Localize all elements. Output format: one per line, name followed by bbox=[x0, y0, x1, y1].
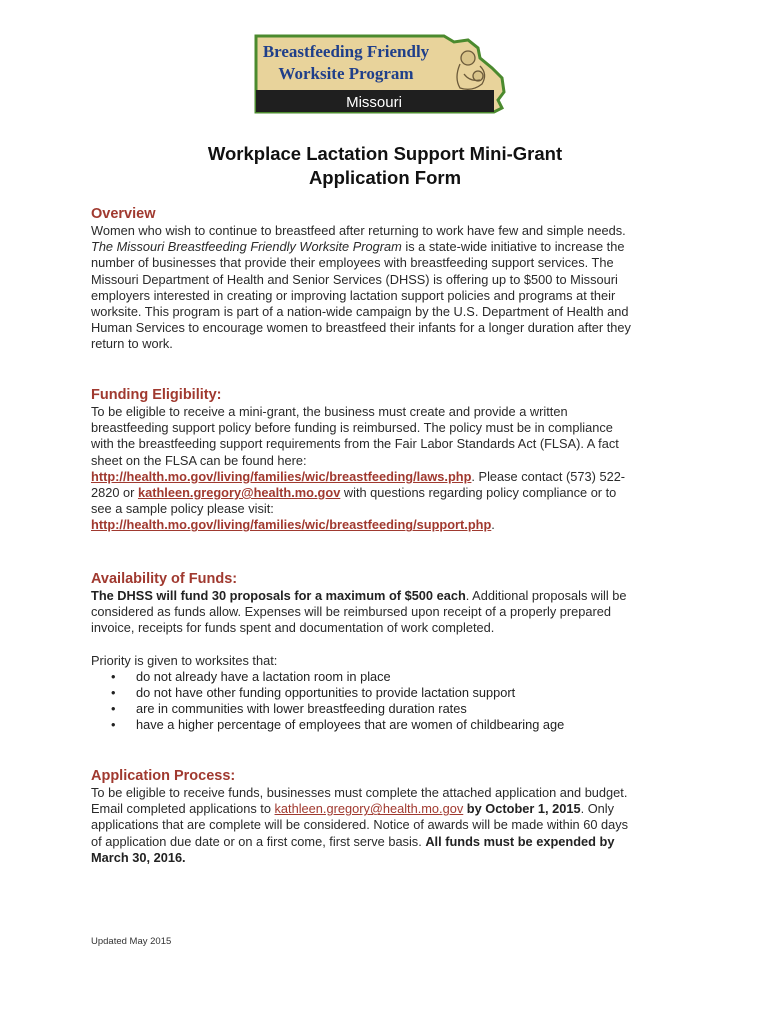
page-title-line-2: Application Form bbox=[308, 167, 462, 188]
spacer bbox=[91, 637, 691, 653]
list-item bbox=[91, 669, 691, 685]
list-item bbox=[91, 717, 691, 733]
text-line bbox=[91, 239, 691, 255]
text-line: Human Services to encourage women to breastfeed their infants for a longer duration after they bbox=[91, 320, 631, 336]
overview-section bbox=[91, 205, 691, 353]
program-name: The Missouri Breastfeeding Friendly Worksite Program bbox=[91, 239, 402, 255]
text-line: sheet on the FLSA can be found here: bbox=[91, 452, 307, 468]
deadline: by October 1, 2015 bbox=[463, 801, 581, 817]
text-line bbox=[91, 469, 691, 485]
text-line: considered as funds allow. Expenses will be reimbursed upon receipt of a properly prepared bbox=[91, 604, 611, 620]
bullet-icon: • bbox=[111, 701, 116, 717]
availability-section bbox=[91, 570, 691, 734]
list-item-text: do not have other funding opportunities to provide lactation support bbox=[136, 685, 516, 701]
application-heading: Application Process: bbox=[91, 768, 236, 784]
text-line: Missouri Department of Health and Senior Services (DHSS) is offering up to $500 to Missouri bbox=[91, 271, 618, 287]
list-item-text: are in communities with lower breastfeeding duration rates bbox=[136, 701, 467, 717]
text-line: invoice, receipts for funds spent and documentation of work completed. bbox=[91, 620, 495, 636]
text-line: Women who wish to continue to breastfeed after returning to work have few and simple needs. bbox=[91, 223, 626, 238]
email-link[interactable]: kathleen.gregory@health.mo.gov bbox=[137, 485, 341, 501]
list-item bbox=[91, 685, 691, 701]
bullet-icon: • bbox=[111, 668, 116, 684]
expend-date: March 30, 2016. bbox=[91, 849, 186, 865]
bullet-icon: • bbox=[111, 717, 116, 733]
list-item bbox=[91, 701, 691, 717]
text-line: number of businesses that provide their employees with breastfeeding support services. The bbox=[91, 255, 614, 271]
application-email-link[interactable]: kathleen.gregory@health.mo.gov bbox=[274, 801, 464, 817]
updated-date: Updated May 2015 bbox=[91, 936, 172, 947]
text-line: breastfeeding support policy before funding is reimbursed. The policy must be in compliance bbox=[91, 420, 613, 436]
logo-state: Missouri bbox=[346, 94, 402, 111]
laws-link[interactable]: http://health.mo.gov/living/families/wic/breastfeeding/laws.php bbox=[91, 468, 472, 484]
bullet-icon: • bbox=[111, 685, 116, 701]
text-line: applications that are complete will be considered. Notice of awards will be made within 60 days bbox=[91, 817, 629, 833]
text-line bbox=[91, 834, 691, 850]
funding-heading: Funding Eligibility: bbox=[91, 387, 222, 403]
funding-section bbox=[91, 386, 691, 534]
program-logo-graphic bbox=[254, 34, 510, 114]
text-line bbox=[91, 588, 691, 604]
funding-body bbox=[91, 404, 691, 534]
logo-line-2: Worksite Program bbox=[278, 64, 414, 83]
page-title-line-1: Workplace Lactation Support Mini-Grant bbox=[207, 143, 563, 164]
list-item-text: have a higher percentage of employees that are women of childbearing age bbox=[136, 717, 565, 733]
text-line bbox=[91, 517, 691, 533]
text-fragment: . bbox=[491, 517, 495, 533]
text-fragment: . Additional proposals will be bbox=[465, 588, 627, 603]
text-line: To be eligible to receive funds, businesses must complete the attached application and budget. bbox=[91, 785, 628, 800]
text-fragment: . Please contact (573) 522- bbox=[471, 468, 626, 484]
text-fragment: 2820 or bbox=[91, 485, 138, 501]
availability-heading: Availability of Funds: bbox=[91, 571, 238, 587]
text-fragment: . Only bbox=[580, 801, 615, 817]
overview-heading: Overview bbox=[91, 206, 156, 222]
text-line bbox=[91, 801, 691, 817]
funding-amount: The DHSS will fund 30 proposals for a maximum of $500 each bbox=[91, 588, 466, 603]
list-item-text: do not already have a lactation room in place bbox=[136, 668, 391, 684]
program-logo bbox=[254, 34, 510, 114]
application-body bbox=[91, 785, 691, 866]
text-line: with the breastfeeding support requirements from the Fair Labor Standards Act (FLSA). A fact bbox=[91, 436, 619, 452]
overview-body bbox=[91, 223, 691, 353]
text-line bbox=[91, 850, 691, 866]
logo-line-1: Breastfeeding Friendly bbox=[262, 42, 430, 61]
text-line: worksite. This program is part of a nation-wide campaign by the U.S. Department of Health and bbox=[91, 304, 629, 320]
expend-notice: All funds must be expended by bbox=[425, 833, 615, 849]
text-line: employers interested in creating or improving lactation support policies and programs at their bbox=[91, 287, 616, 303]
application-section bbox=[91, 767, 691, 866]
text-fragment: Email completed applications to bbox=[91, 801, 275, 817]
text-line: return to work. bbox=[91, 336, 173, 352]
text-line bbox=[91, 485, 691, 501]
page-title bbox=[0, 142, 770, 190]
text-line: To be eligible to receive a mini-grant, the business must create and provide a written bbox=[91, 404, 568, 419]
availability-body bbox=[91, 588, 691, 669]
text-line: see a sample policy please visit: bbox=[91, 501, 274, 517]
text-fragment: with questions regarding policy compliance or to bbox=[340, 485, 617, 501]
priority-list bbox=[91, 669, 691, 734]
text-fragment: of application due date or on a first come, first serve basis. bbox=[91, 833, 426, 849]
priority-intro: Priority is given to worksites that: bbox=[91, 652, 278, 668]
support-link[interactable]: http://health.mo.gov/living/families/wic/breastfeeding/support.php bbox=[91, 517, 492, 533]
text-fragment: is a state-wide initiative to increase the bbox=[401, 239, 625, 255]
